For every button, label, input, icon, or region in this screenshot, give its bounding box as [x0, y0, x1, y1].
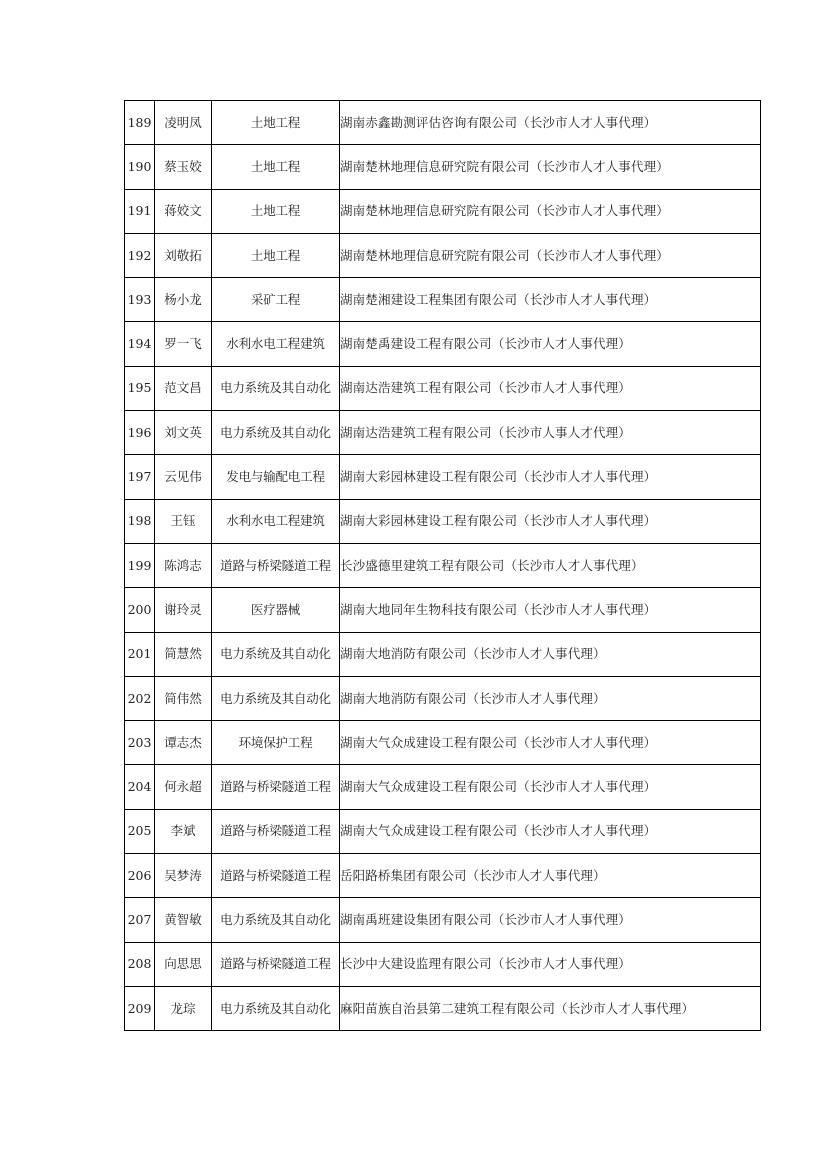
- cell-specialty: 土地工程: [212, 101, 340, 145]
- cell-person-name: 简伟然: [155, 676, 212, 720]
- cell-specialty: 道路与桥梁隧道工程: [212, 809, 340, 853]
- table-row: [125, 189, 761, 233]
- cell-employer-unit: 湖南大地消防有限公司（长沙市人才人事代理）: [340, 676, 761, 720]
- table-row: [125, 676, 761, 720]
- cell-serial-number: 190: [125, 145, 155, 189]
- table-row: [125, 145, 761, 189]
- cell-person-name: 谢玲灵: [155, 588, 212, 632]
- cell-specialty: 水利水电工程建筑: [212, 322, 340, 366]
- cell-specialty: 医疗器械: [212, 588, 340, 632]
- cell-person-name: 王钰: [155, 499, 212, 543]
- cell-employer-unit: 湖南禹班建设集团有限公司（长沙市人才人事代理）: [340, 898, 761, 942]
- cell-specialty: 土地工程: [212, 145, 340, 189]
- cell-employer-unit: 湖南楚林地理信息研究院有限公司（长沙市人才人事代理）: [340, 233, 761, 277]
- cell-specialty: 电力系统及其自动化: [212, 676, 340, 720]
- cell-employer-unit: 湖南楚禹建设工程有限公司（长沙市人才人事代理）: [340, 322, 761, 366]
- cell-person-name: 陈鸿志: [155, 543, 212, 587]
- cell-serial-number: 202: [125, 676, 155, 720]
- table-row: [125, 543, 761, 587]
- cell-serial-number: 199: [125, 543, 155, 587]
- cell-employer-unit: 岳阳路桥集团有限公司（长沙市人才人事代理）: [340, 854, 761, 898]
- cell-person-name: 凌明凤: [155, 101, 212, 145]
- cell-serial-number: 200: [125, 588, 155, 632]
- cell-specialty: 道路与桥梁隧道工程: [212, 942, 340, 986]
- cell-specialty: 发电与输配电工程: [212, 455, 340, 499]
- table-row: [125, 101, 761, 145]
- cell-person-name: 龙琮: [155, 986, 212, 1030]
- cell-specialty: 土地工程: [212, 189, 340, 233]
- cell-serial-number: 192: [125, 233, 155, 277]
- cell-person-name: 黄智敏: [155, 898, 212, 942]
- cell-employer-unit: 长沙盛德里建筑工程有限公司（长沙市人才人事代理）: [340, 543, 761, 587]
- table-row: [125, 499, 761, 543]
- cell-serial-number: 198: [125, 499, 155, 543]
- cell-employer-unit: 湖南大气众成建设工程有限公司（长沙市人才人事代理）: [340, 721, 761, 765]
- cell-person-name: 简慧然: [155, 632, 212, 676]
- cell-employer-unit: 湖南大地消防有限公司（长沙市人才人事代理）: [340, 632, 761, 676]
- cell-employer-unit: 湖南大彩园林建设工程有限公司（长沙市人才人事代理）: [340, 499, 761, 543]
- cell-serial-number: 203: [125, 721, 155, 765]
- cell-serial-number: 197: [125, 455, 155, 499]
- cell-person-name: 向思思: [155, 942, 212, 986]
- roster-table-body: [125, 101, 761, 1031]
- cell-specialty: 土地工程: [212, 233, 340, 277]
- cell-specialty: 电力系统及其自动化: [212, 986, 340, 1030]
- cell-serial-number: 195: [125, 366, 155, 410]
- cell-specialty: 电力系统及其自动化: [212, 411, 340, 455]
- table-row: [125, 632, 761, 676]
- table-row: [125, 322, 761, 366]
- cell-person-name: 范文昌: [155, 366, 212, 410]
- cell-serial-number: 204: [125, 765, 155, 809]
- cell-serial-number: 196: [125, 411, 155, 455]
- cell-serial-number: 205: [125, 809, 155, 853]
- cell-serial-number: 193: [125, 278, 155, 322]
- cell-employer-unit: 湖南楚林地理信息研究院有限公司（长沙市人才人事代理）: [340, 145, 761, 189]
- cell-employer-unit: 长沙中大建设监理有限公司（长沙市人才人事代理）: [340, 942, 761, 986]
- cell-person-name: 吴梦涛: [155, 854, 212, 898]
- cell-person-name: 何永超: [155, 765, 212, 809]
- cell-serial-number: 206: [125, 854, 155, 898]
- table-row: [125, 721, 761, 765]
- cell-employer-unit: 湖南楚湘建设工程集团有限公司（长沙市人才人事代理）: [340, 278, 761, 322]
- cell-serial-number: 207: [125, 898, 155, 942]
- roster-table: [124, 100, 761, 1031]
- cell-person-name: 蒋姣文: [155, 189, 212, 233]
- table-row: [125, 588, 761, 632]
- cell-specialty: 道路与桥梁隧道工程: [212, 765, 340, 809]
- cell-specialty: 道路与桥梁隧道工程: [212, 543, 340, 587]
- table-row: [125, 366, 761, 410]
- cell-person-name: 罗一飞: [155, 322, 212, 366]
- table-row: [125, 809, 761, 853]
- cell-employer-unit: 湖南楚林地理信息研究院有限公司（长沙市人才人事代理）: [340, 189, 761, 233]
- cell-person-name: 李斌: [155, 809, 212, 853]
- cell-serial-number: 201: [125, 632, 155, 676]
- cell-serial-number: 209: [125, 986, 155, 1030]
- cell-person-name: 刘文英: [155, 411, 212, 455]
- cell-employer-unit: 湖南大气众成建设工程有限公司（长沙市人才人事代理）: [340, 765, 761, 809]
- table-row: [125, 411, 761, 455]
- cell-specialty: 道路与桥梁隧道工程: [212, 854, 340, 898]
- cell-person-name: 蔡玉姣: [155, 145, 212, 189]
- cell-specialty: 电力系统及其自动化: [212, 366, 340, 410]
- cell-employer-unit: 湖南大地同年生物科技有限公司（长沙市人才人事代理）: [340, 588, 761, 632]
- table-row: [125, 854, 761, 898]
- cell-specialty: 环境保护工程: [212, 721, 340, 765]
- cell-employer-unit: 麻阳苗族自治县第二建筑工程有限公司（长沙市人才人事代理）: [340, 986, 761, 1030]
- cell-employer-unit: 湖南大彩园林建设工程有限公司（长沙市人才人事代理）: [340, 455, 761, 499]
- cell-serial-number: 189: [125, 101, 155, 145]
- table-row: [125, 233, 761, 277]
- table-row: [125, 898, 761, 942]
- cell-specialty: 电力系统及其自动化: [212, 898, 340, 942]
- table-row: [125, 942, 761, 986]
- cell-person-name: 云见伟: [155, 455, 212, 499]
- table-row: [125, 455, 761, 499]
- cell-specialty: 水利水电工程建筑: [212, 499, 340, 543]
- cell-employer-unit: 湖南达浩建筑工程有限公司（长沙市人才人事代理）: [340, 366, 761, 410]
- cell-employer-unit: 湖南达浩建筑工程有限公司（长沙市人事人才代理）: [340, 411, 761, 455]
- cell-person-name: 杨小龙: [155, 278, 212, 322]
- cell-employer-unit: 湖南赤鑫勘测评估咨询有限公司（长沙市人才人事代理）: [340, 101, 761, 145]
- cell-employer-unit: 湖南大气众成建设工程有限公司（长沙市人才人事代理）: [340, 809, 761, 853]
- table-row: [125, 986, 761, 1030]
- cell-serial-number: 208: [125, 942, 155, 986]
- cell-serial-number: 191: [125, 189, 155, 233]
- table-row: [125, 765, 761, 809]
- cell-person-name: 谭志杰: [155, 721, 212, 765]
- table-row: [125, 278, 761, 322]
- cell-specialty: 采矿工程: [212, 278, 340, 322]
- cell-specialty: 电力系统及其自动化: [212, 632, 340, 676]
- cell-person-name: 刘敬拓: [155, 233, 212, 277]
- cell-serial-number: 194: [125, 322, 155, 366]
